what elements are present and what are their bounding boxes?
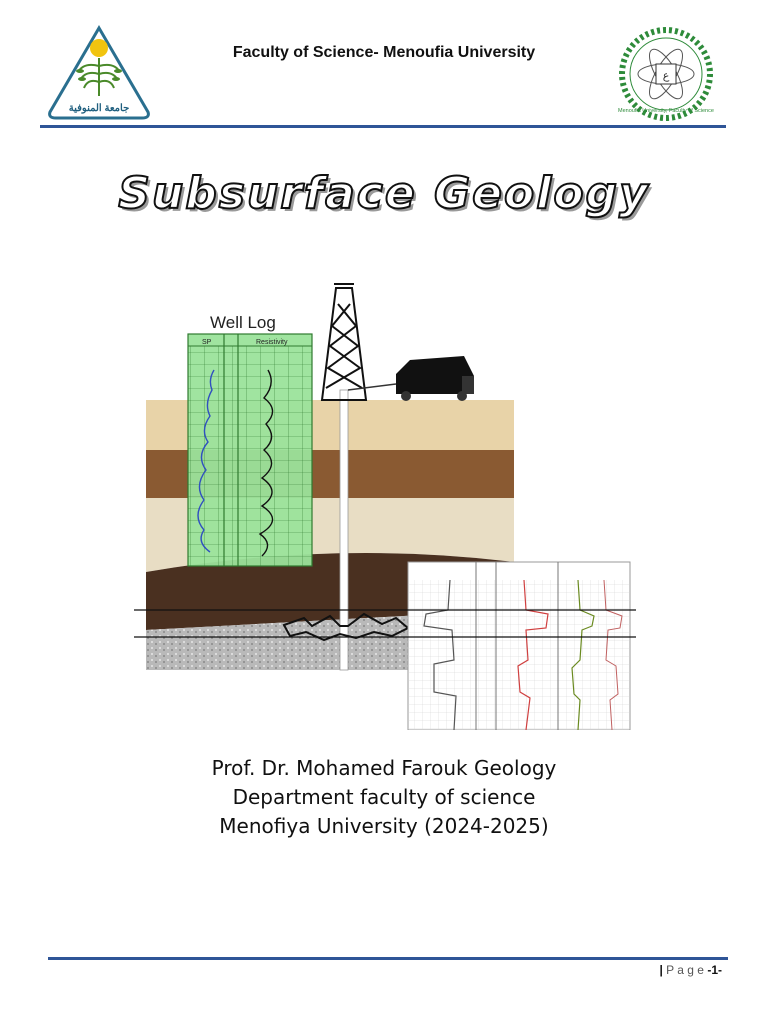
right-logo-text: Menoufia University, Faculty of Science (618, 108, 714, 114)
page-footer: | P a g e -1- (659, 963, 722, 977)
author-line-3: Menofiya University (2024-2025) (219, 814, 549, 838)
subsurface-illustration (134, 280, 636, 730)
footer-separator: | (659, 963, 663, 977)
borehole (340, 390, 348, 670)
header-title: Faculty of Science- Menoufia University (232, 44, 536, 61)
sp-column-header: SP (202, 339, 212, 346)
svg-text:ع: ع (662, 70, 670, 82)
footer-rule (48, 957, 728, 960)
faculty-of-science-logo (612, 24, 720, 126)
author-line-2: Department faculty of science (232, 785, 536, 809)
left-logo-text: جامعة المنوفية (68, 103, 130, 114)
page-number: 1 (711, 963, 718, 977)
author-line-1: Prof. Dr. Mohamed Farouk Geology (211, 756, 557, 780)
menoufia-university-logo (44, 22, 154, 126)
page-label: P a g e (666, 963, 704, 977)
document-title: Subsurface Geology (118, 168, 650, 219)
header-rule (40, 125, 726, 128)
resistivity-column-header: Resistivity (256, 339, 288, 346)
well-log-label: Well Log (210, 313, 276, 332)
